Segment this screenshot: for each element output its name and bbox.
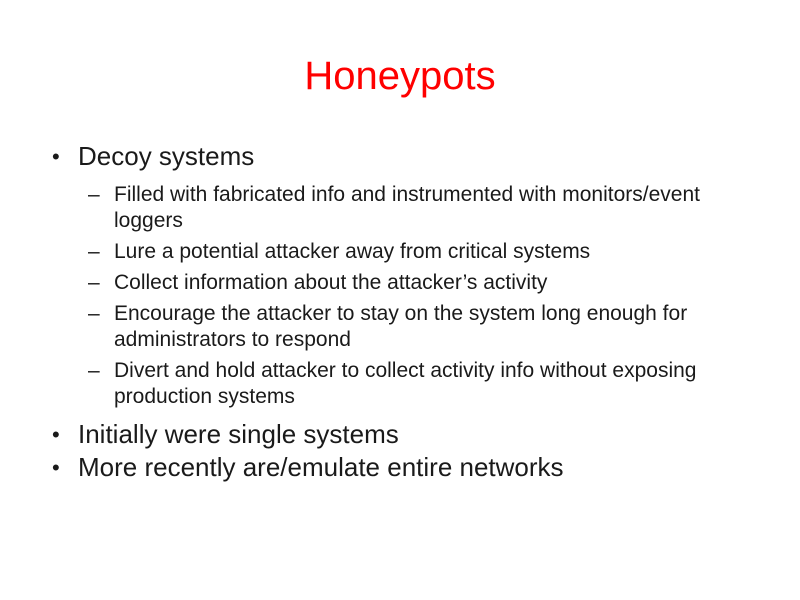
slide-body [52, 140, 752, 484]
bullet-dot-icon: • [52, 422, 60, 447]
bullet-recently-entire-networks [52, 451, 752, 484]
dash-icon: – [88, 359, 100, 382]
bullet-dot-icon: • [52, 144, 60, 169]
dash-icon: – [88, 240, 100, 263]
sub-bullet-list [52, 182, 752, 410]
bullet-text: More recently are/emulate entire networks [78, 452, 564, 482]
sub-bullet-collect-information [88, 270, 752, 296]
dash-icon: – [88, 271, 100, 294]
bullet-text: Decoy systems [78, 141, 255, 171]
bullet-decoy-systems [52, 140, 752, 173]
sub-bullet-encourage-attacker [88, 301, 752, 353]
dash-icon: – [88, 183, 100, 206]
sub-bullet-text: Filled with fabricated info and instrumented with monitors/event loggers [114, 183, 700, 232]
bullet-dot-icon: • [52, 455, 60, 480]
sub-bullet-text: Encourage the attacker to stay on the system long enough for administrators to respond [114, 302, 688, 351]
sub-bullet-text: Divert and hold attacker to collect activity info without exposing production systems [114, 359, 697, 408]
bullet-initially-single-systems [52, 418, 752, 451]
bullet-text: Initially were single systems [78, 419, 399, 449]
sub-bullet-text: Lure a potential attacker away from critical systems [114, 240, 591, 263]
sub-bullet-text: Collect information about the attacker’s activity [114, 271, 548, 294]
dash-icon: – [88, 302, 100, 325]
sub-bullet-fabricated-info [88, 182, 752, 234]
slide-title: Honeypots [304, 54, 496, 98]
sub-bullet-divert-and-hold [88, 358, 752, 410]
sub-bullet-lure-attacker [88, 239, 752, 265]
